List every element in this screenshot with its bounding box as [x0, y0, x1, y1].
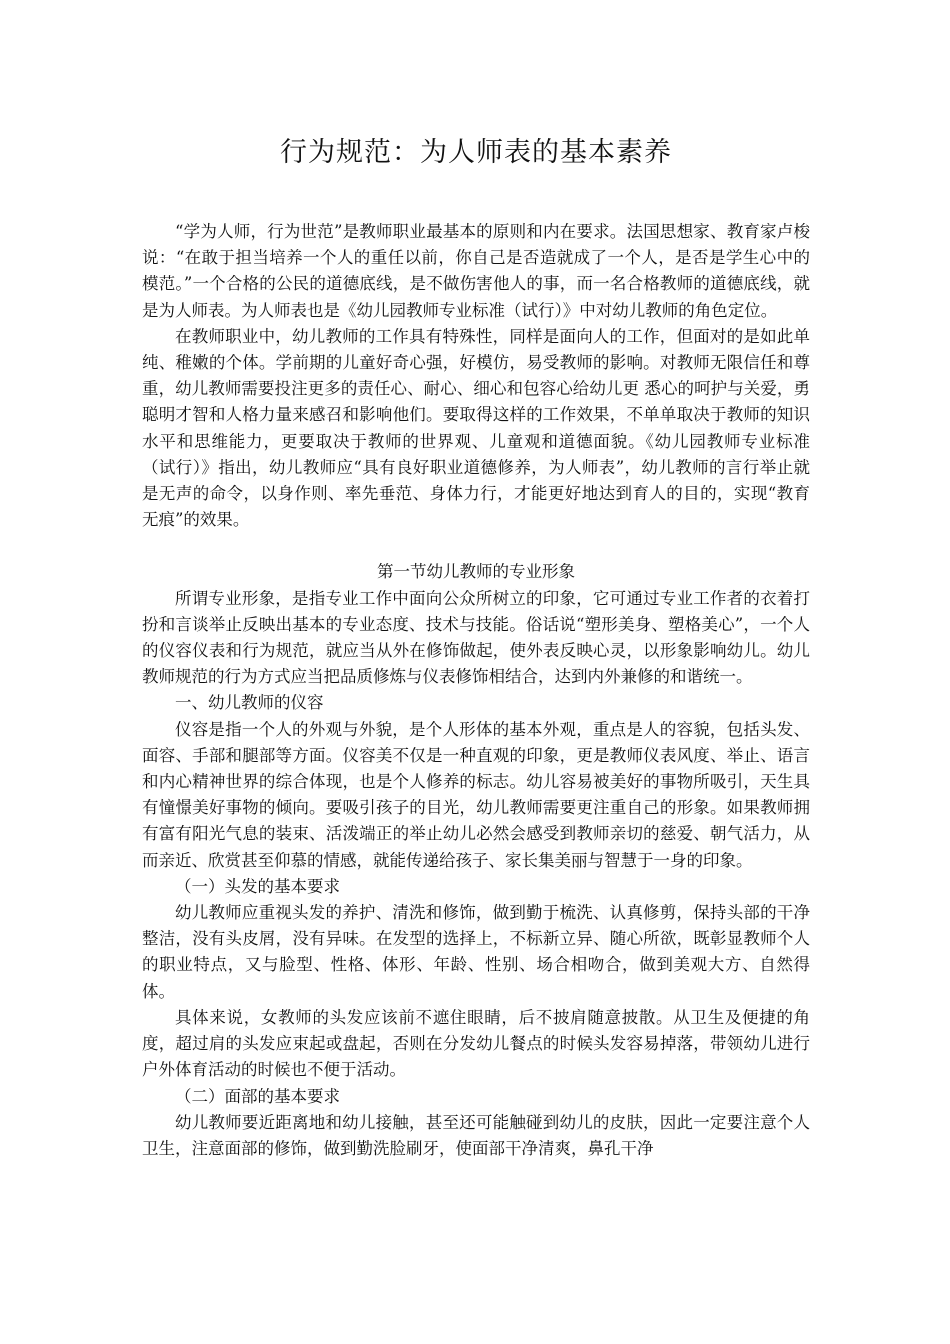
hair-paragraph-2: 具体来说，女教师的头发应该前不遮住眼睛，后不披肩随意披散。从卫生及便捷的角度，超过肩的头发应束起或盘起，否则在分发幼儿餐点的时候头发容易掉落，带领幼儿进行户外体育活动的时候也不便于活动。 [142, 1007, 810, 1080]
section-paragraph: 所谓专业形象，是指专业工作中面向公众所树立的印象，它可通过专业工作者的衣着打扮和言谈举止反映出基本的专业态度、技术与技能。俗话说“塑形美身、塑格美心”，一个人的仪容仪表和行为规范，就应当从外在修饰做起，使外表反映心灵，以形象影响幼儿。幼儿教师规范的行为方式应当把品质修炼与仪表修饰相结合，达到内外兼修的和谐统一。 [142, 588, 810, 687]
document-title: 行为规范：为人师表的基本素养 [280, 137, 672, 168]
hair-paragraph-1: 幼儿教师应重视头发的养护、清洗和修饰，做到勤于梳洗、认真修剪，保持头部的干净整洁，没有头皮屑，没有异味。在发型的选择上，不标新立异、随心所欲，既彰显教师个人的职业特点，又与脸型、性格、体形、年龄、性别、场合相吻合，做到美观大方、自然得体。 [142, 903, 810, 1001]
intro-paragraph-2: 在教师职业中，幼儿教师的工作具有特殊性，同样是面向人的工作，但面对的是如此单纯、稚嫩的个体。学前期的儿童好奇心强，好模仿，易受教师的影响。对教师无限信任和尊重，幼儿教师需要投注更多的责任心、耐心、细心和包容心给幼儿更 悉心的呵护与关爱，勇聪明才智和人格力量来感召和影响他们。要取得这样的工作效果，不单单取决于教师的知识水平和思维能力，更要取决于教师的世界观、儿童观和道德面貌。《幼儿园教师专业标准（试行）》指出，幼儿教师应“具有良好职业道德修养，为人师表”，幼儿教师的言行举止就是无声的命令，以身作则、率先垂范、身体力行，才能更好地达到育人的目的，实现“教育无痕”的效果。 [142, 326, 810, 530]
section-heading: 第一节幼儿教师的专业形象 [377, 562, 575, 582]
face-heading: （二）面部的基本要求 [175, 1086, 340, 1106]
part-heading: 一、幼儿教师的仪容 [175, 693, 324, 713]
document-body [142, 219, 810, 1162]
intro-paragraph-1: “学为人师，行为世范”是教师职业最基本的原则和内在要求。法国思想家、教育家卢梭说：“在敢于担当培养一个人的重任以前，你自己是否造就成了一个人，是否是学生心中的模范。”一个合格的公民的道德底线，是不做伤害他人的事，而一名合格教师的道德底线，就是为人师表。为人师表也是《幼儿园教师专业标准（试行）》中对幼儿教师的角色定位。 [142, 222, 810, 320]
hair-heading: （一）头发的基本要求 [175, 876, 340, 896]
document-page [142, 0, 810, 1162]
face-paragraph: 幼儿教师要近距离地和幼儿接触，甚至还可能触碰到幼儿的皮肤，因此一定要注意个人卫生，注意面部的修饰，做到勤洗脸刷牙，使面部干净清爽，鼻孔干净 [142, 1112, 810, 1158]
part-paragraph: 仪容是指一个人的外观与外貌，是个人形体的基本外观，重点是人的容貌，包括头发、面容、手部和腿部等方面。仪容美不仅是一种直观的印象，更是教师仪表风度、举止、语言和内心精神世界的综合体现，也是个人修养的标志。幼儿容易被美好的事物所吸引，天生具有憧憬美好事物的倾向。要吸引孩子的目光，幼儿教师需要更注重自己的形象。如果教师拥有富有阳光气息的装束、活泼端正的举止幼儿必然会感受到教师亲切的慈爱、朝气活力，从而亲近、欣赏甚至仰慕的情感，就能传递给孩子、家长集美丽与智慧于一身的印象。 [142, 719, 810, 870]
